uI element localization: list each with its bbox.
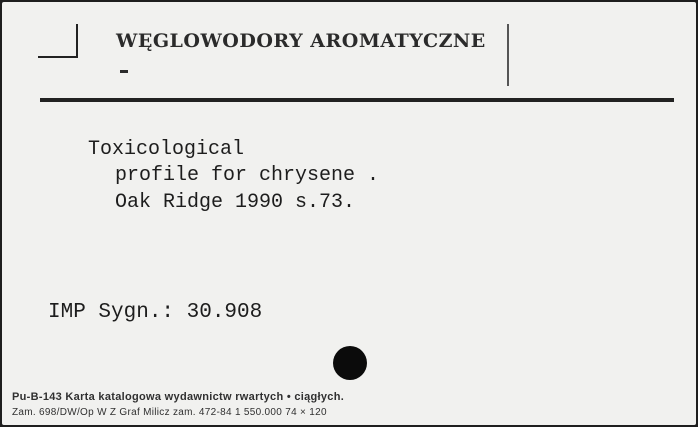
heading-rule — [40, 98, 674, 102]
print-footer-line: Zam. 698/DW/Op W Z Graf Milicz zam. 472-84 1 550.000 74 × 120 — [12, 407, 327, 418]
entry-imprint-line: Oak Ridge 1990 s.73. — [115, 191, 356, 214]
heading-dash — [120, 70, 128, 73]
catalog-card — [2, 2, 696, 425]
call-number: IMP Sygn.: 30.908 — [48, 301, 263, 324]
vertical-divider — [507, 24, 509, 86]
print-footer-line: Pu-B-143 Karta katalogowa wydawnictw rwartych • ciągłych. — [12, 391, 345, 403]
entry-title-line: Toxicological — [88, 138, 245, 161]
entry-subtitle-line: profile for chrysene . — [115, 164, 380, 187]
punch-hole — [333, 346, 367, 380]
subject-heading: WĘGLOWODORY AROMATYCZNE — [116, 30, 486, 52]
corner-mark — [76, 24, 78, 58]
corner-mark-base — [38, 56, 78, 58]
